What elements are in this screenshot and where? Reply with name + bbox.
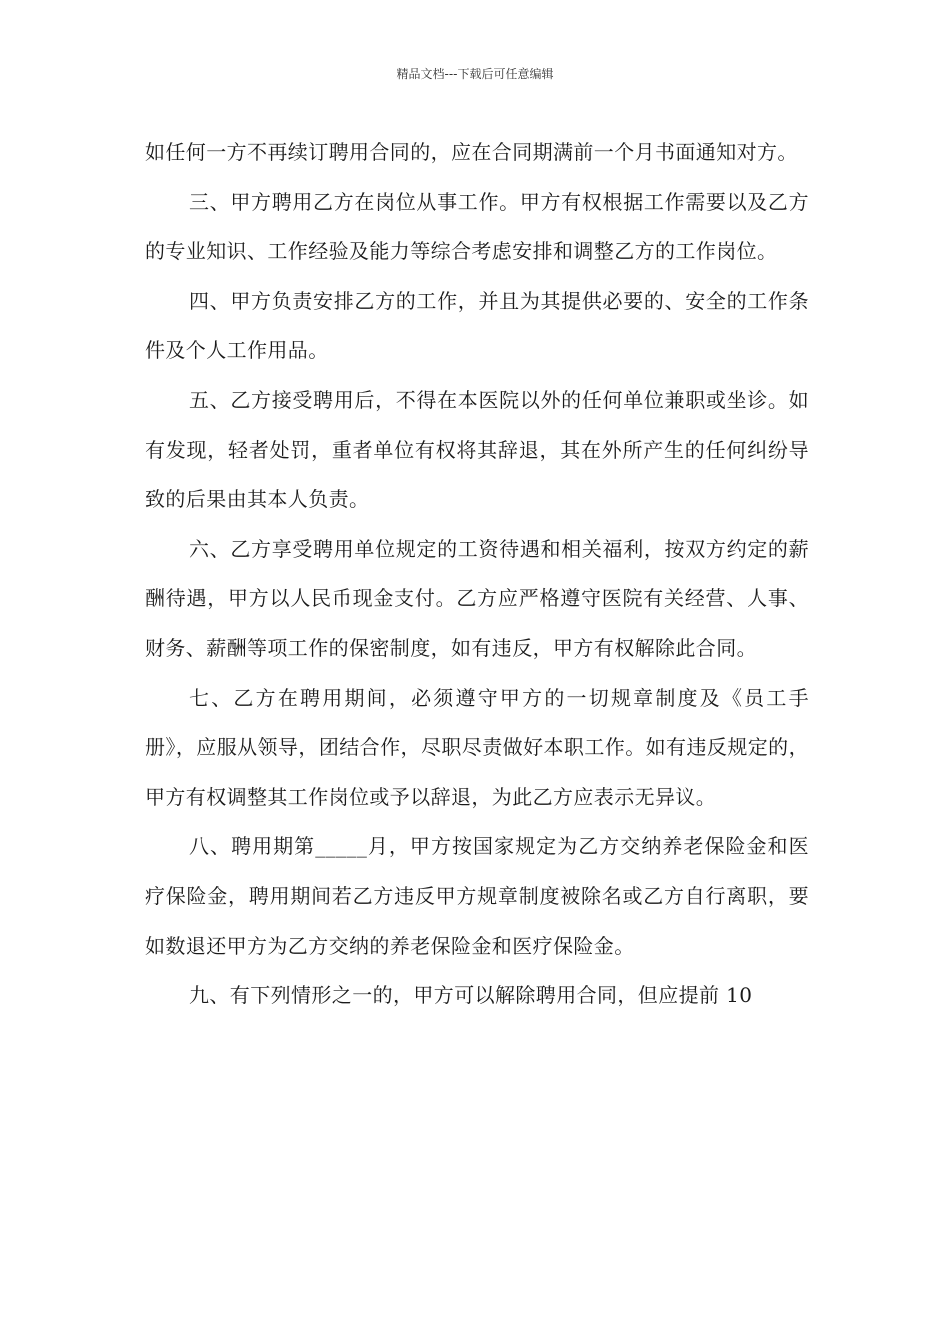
clause-6: 六、乙方享受聘用单位规定的工资待遇和相关福利，按双方约定的薪酬待遇，甲方以人民币现金支付。乙方应严格遵守医院有关经营、人事、财务、薪酬等项工作的保密制度，如有违反，甲方有权解除此合同。 xyxy=(145,536,809,660)
clause-4: 四、甲方负责安排乙方的工作，并且为其提供必要的、安全的工作条件及个人工作用品。 xyxy=(145,288,809,363)
clause-5: 五、乙方接受聘用后，不得在本医院以外的任何单位兼职或坐诊。如有发现，轻者处罚，重者单位有权将其辞退，其在外所产生的任何纠纷导致的后果由其本人负责。 xyxy=(145,387,809,512)
document-body xyxy=(145,128,809,1021)
page-header: 精品文档---下载后可任意编辑 xyxy=(396,67,554,81)
paragraph-continuation: 如任何一方不再续订聘用合同的，应在合同期满前一个月书面通知对方。 xyxy=(145,140,798,164)
clause-3: 三、甲方聘用乙方在岗位从事工作。甲方有权根据工作需要以及乙方的专业知识、工作经验及能力等综合考虑安排和调整乙方的工作岗位。 xyxy=(145,189,809,264)
clause-9: 九、有下列情形之一的，甲方可以解除聘用合同，但应提前 10 xyxy=(189,983,753,1008)
clause-7: 七、乙方在聘用期间，必须遵守甲方的一切规章制度及《员工手册》，应服从领导，团结合作，尽职尽责做好本职工作。如有违反规定的，甲方有权调整其工作岗位或予以辞退，为此乙方应表示无异议。 xyxy=(145,685,809,809)
clause-8: 八、聘用期第_____月，甲方按国家规定为乙方交纳养老保险金和医疗保险金，聘用期间若乙方违反甲方规章制度被除名或乙方自行离职，要如数退还甲方为乙方交纳的养老保险金和医疗保险金。 xyxy=(145,834,809,958)
